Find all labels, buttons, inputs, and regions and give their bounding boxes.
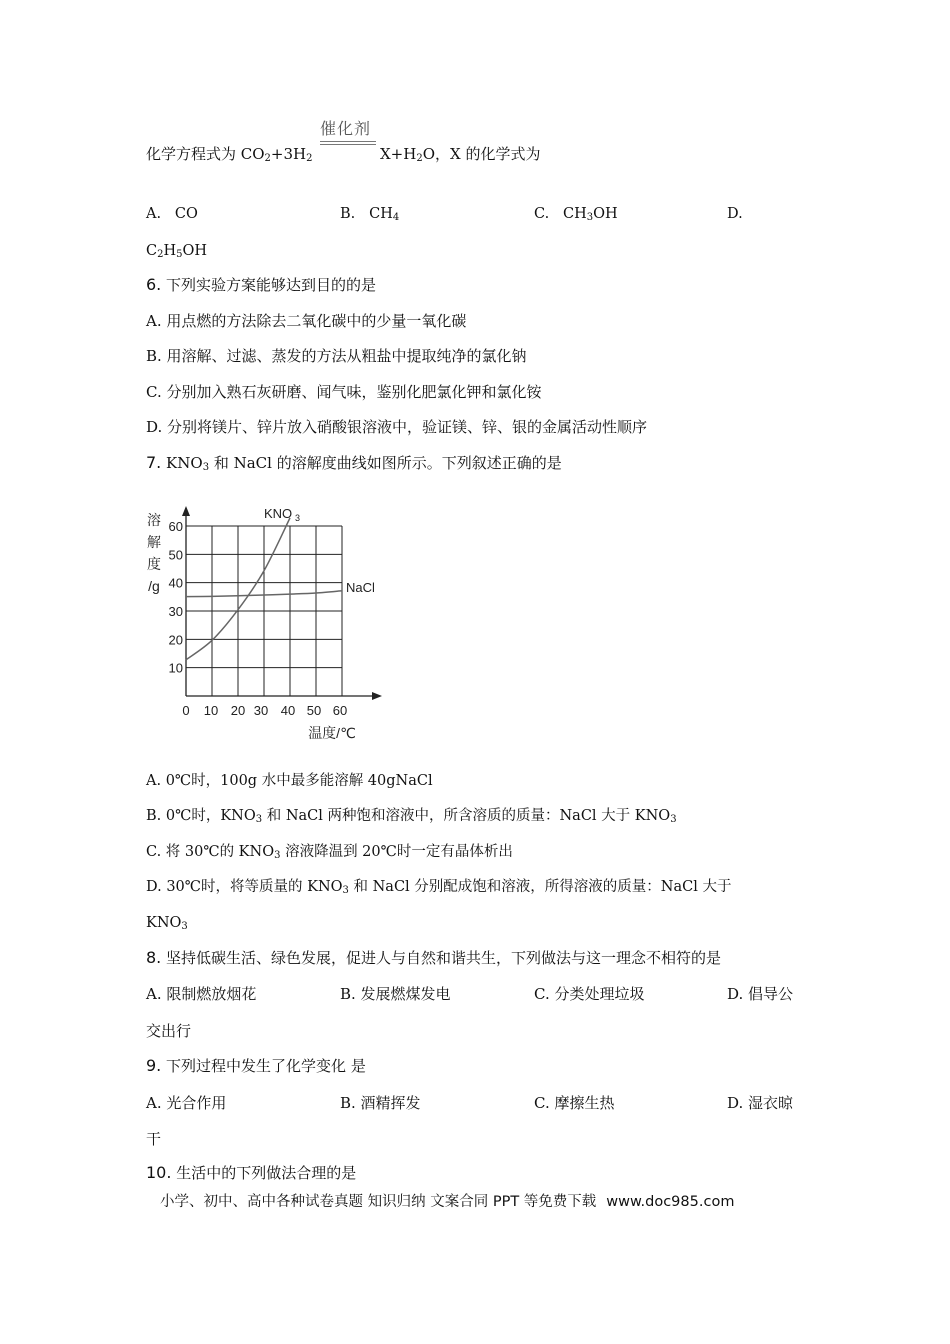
q6-option-b: B. 用溶解、过滤、蒸发的方法从粗盐中提取纯净的氯化钠: [146, 347, 527, 365]
catalyst-label: 催化剂: [320, 119, 372, 138]
q5-option-d-label: D.: [727, 206, 743, 222]
q8-stem: 8. 坚持低碳生活、绿色发展，促进人与自然和谐共生，下列做法与这一理念不相符的是: [146, 948, 722, 967]
q9-option-c: C. 摩擦生热: [534, 1094, 615, 1112]
equation-bar-top: [320, 141, 376, 142]
q5-option-c: C. $CH_3OH$: [534, 206, 618, 223]
q8-option-b: B. 发展燃煤发电: [340, 985, 451, 1003]
x-tick-label: 50: [306, 703, 322, 718]
series-label-kno3-sub: 3: [295, 513, 301, 523]
q8-option-a: A. 限制燃放烟花: [146, 985, 257, 1003]
q5-stem: 化学方程式为 $CO_2+3H_2$: [146, 145, 313, 164]
footer-banner: 小学、初中、高中各种试卷真题 知识归纳 文案合同 PPT 等免费下载 www.doc985.com: [160, 1194, 735, 1210]
equation-bar-bottom: [320, 144, 376, 145]
series-label-nacl: NaCl: [346, 580, 375, 595]
q8-option-d: D. 倡导公: [727, 985, 794, 1003]
q6-option-a: A. 用点燃的方法除去二氧化碳中的少量一氧化碳: [146, 312, 467, 330]
x-tick-label: 20: [230, 703, 246, 718]
q7-option-b: B. 0℃时，$KNO_3$ 和 NaCl 两种饱和溶液中，所含溶质的质量：NaCl 大于 $KNO_3$: [146, 808, 677, 825]
y-axis-arrow: [182, 506, 190, 516]
q5-option-b: B. $CH_4$: [340, 206, 400, 223]
q7-stem: 7. $KNO_3$ 和 NaCl 的溶解度曲线如图所示。下列叙述正确的是: [146, 453, 562, 473]
q7-option-d-wrap: $KNO_3$: [146, 915, 188, 932]
q5-option-a: A. CO: [146, 206, 198, 222]
q5-stem-tail: $X+H_2O$，X 的化学式为: [380, 145, 541, 164]
q9-option-d: D. 湿衣晾: [727, 1094, 794, 1112]
q8-option-d-wrap: 交出行: [146, 1022, 192, 1040]
y-axis-label-char: 解: [147, 534, 161, 550]
q7-option-c: C. 将 30℃的 $KNO_3$ 溶液降温到 20℃时一定有晶体析出: [146, 844, 513, 861]
y-tick-label: 30: [168, 604, 183, 619]
q6-option-d: D. 分别将镁片、锌片放入硝酸银溶液中，验证镁、锌、银的金属活动性顺序: [146, 418, 648, 436]
q5-option-d-text: $C_2H_5OH$: [146, 243, 208, 260]
x-tick-label: 0: [182, 703, 190, 718]
y-axis-label-char: 溶: [147, 512, 161, 528]
q9-stem: 9. 下列过程中发生了化学变化 是: [146, 1056, 366, 1075]
x-tick-label: 10: [203, 703, 219, 718]
chart-grid: [186, 526, 342, 696]
x-tick-label: 60: [332, 703, 348, 718]
footer-url[interactable]: www.doc985.com: [606, 1194, 735, 1210]
q10-stem: 10. 生活中的下列做法合理的是: [146, 1163, 357, 1182]
y-tick-label: 60: [168, 519, 183, 534]
q6-stem: 6. 下列实验方案能够达到目的的是: [146, 275, 377, 294]
q7-option-a: A. 0℃时，100g 水中最多能溶解 40gNaCl: [146, 773, 433, 789]
x-tick-label: 30: [253, 703, 269, 718]
x-tick-label: 40: [280, 703, 296, 718]
y-tick-label: 10: [168, 660, 183, 676]
y-tick-label: 20: [168, 632, 183, 648]
solubility-chart: [140, 500, 400, 750]
q6-option-c: C. 分别加入熟石灰研磨、闻气味，鉴别化肥氯化钾和氯化铵: [146, 383, 542, 401]
x-axis-arrow: [372, 692, 382, 700]
series-label-kno3: KNO: [264, 506, 293, 521]
q7-option-d: D. 30℃时，将等质量的 $KNO_3$ 和 NaCl 分别配成饱和溶液，所得溶液的质量：NaCl 大于: [146, 879, 732, 896]
y-axis-label-char: /g: [148, 578, 160, 594]
y-tick-label: 50: [168, 547, 183, 563]
y-axis-label-char: 度: [147, 556, 161, 572]
q9-option-a: A. 光合作用: [146, 1094, 227, 1112]
q8-option-c: C. 分类处理垃圾: [534, 985, 645, 1003]
chart-ticks: [169, 519, 348, 718]
y-tick-label: 40: [168, 575, 183, 591]
q9-option-d-wrap: 干: [146, 1130, 162, 1148]
x-axis-label: 温度/℃: [308, 725, 356, 741]
q9-option-b: B. 酒精挥发: [340, 1094, 421, 1112]
